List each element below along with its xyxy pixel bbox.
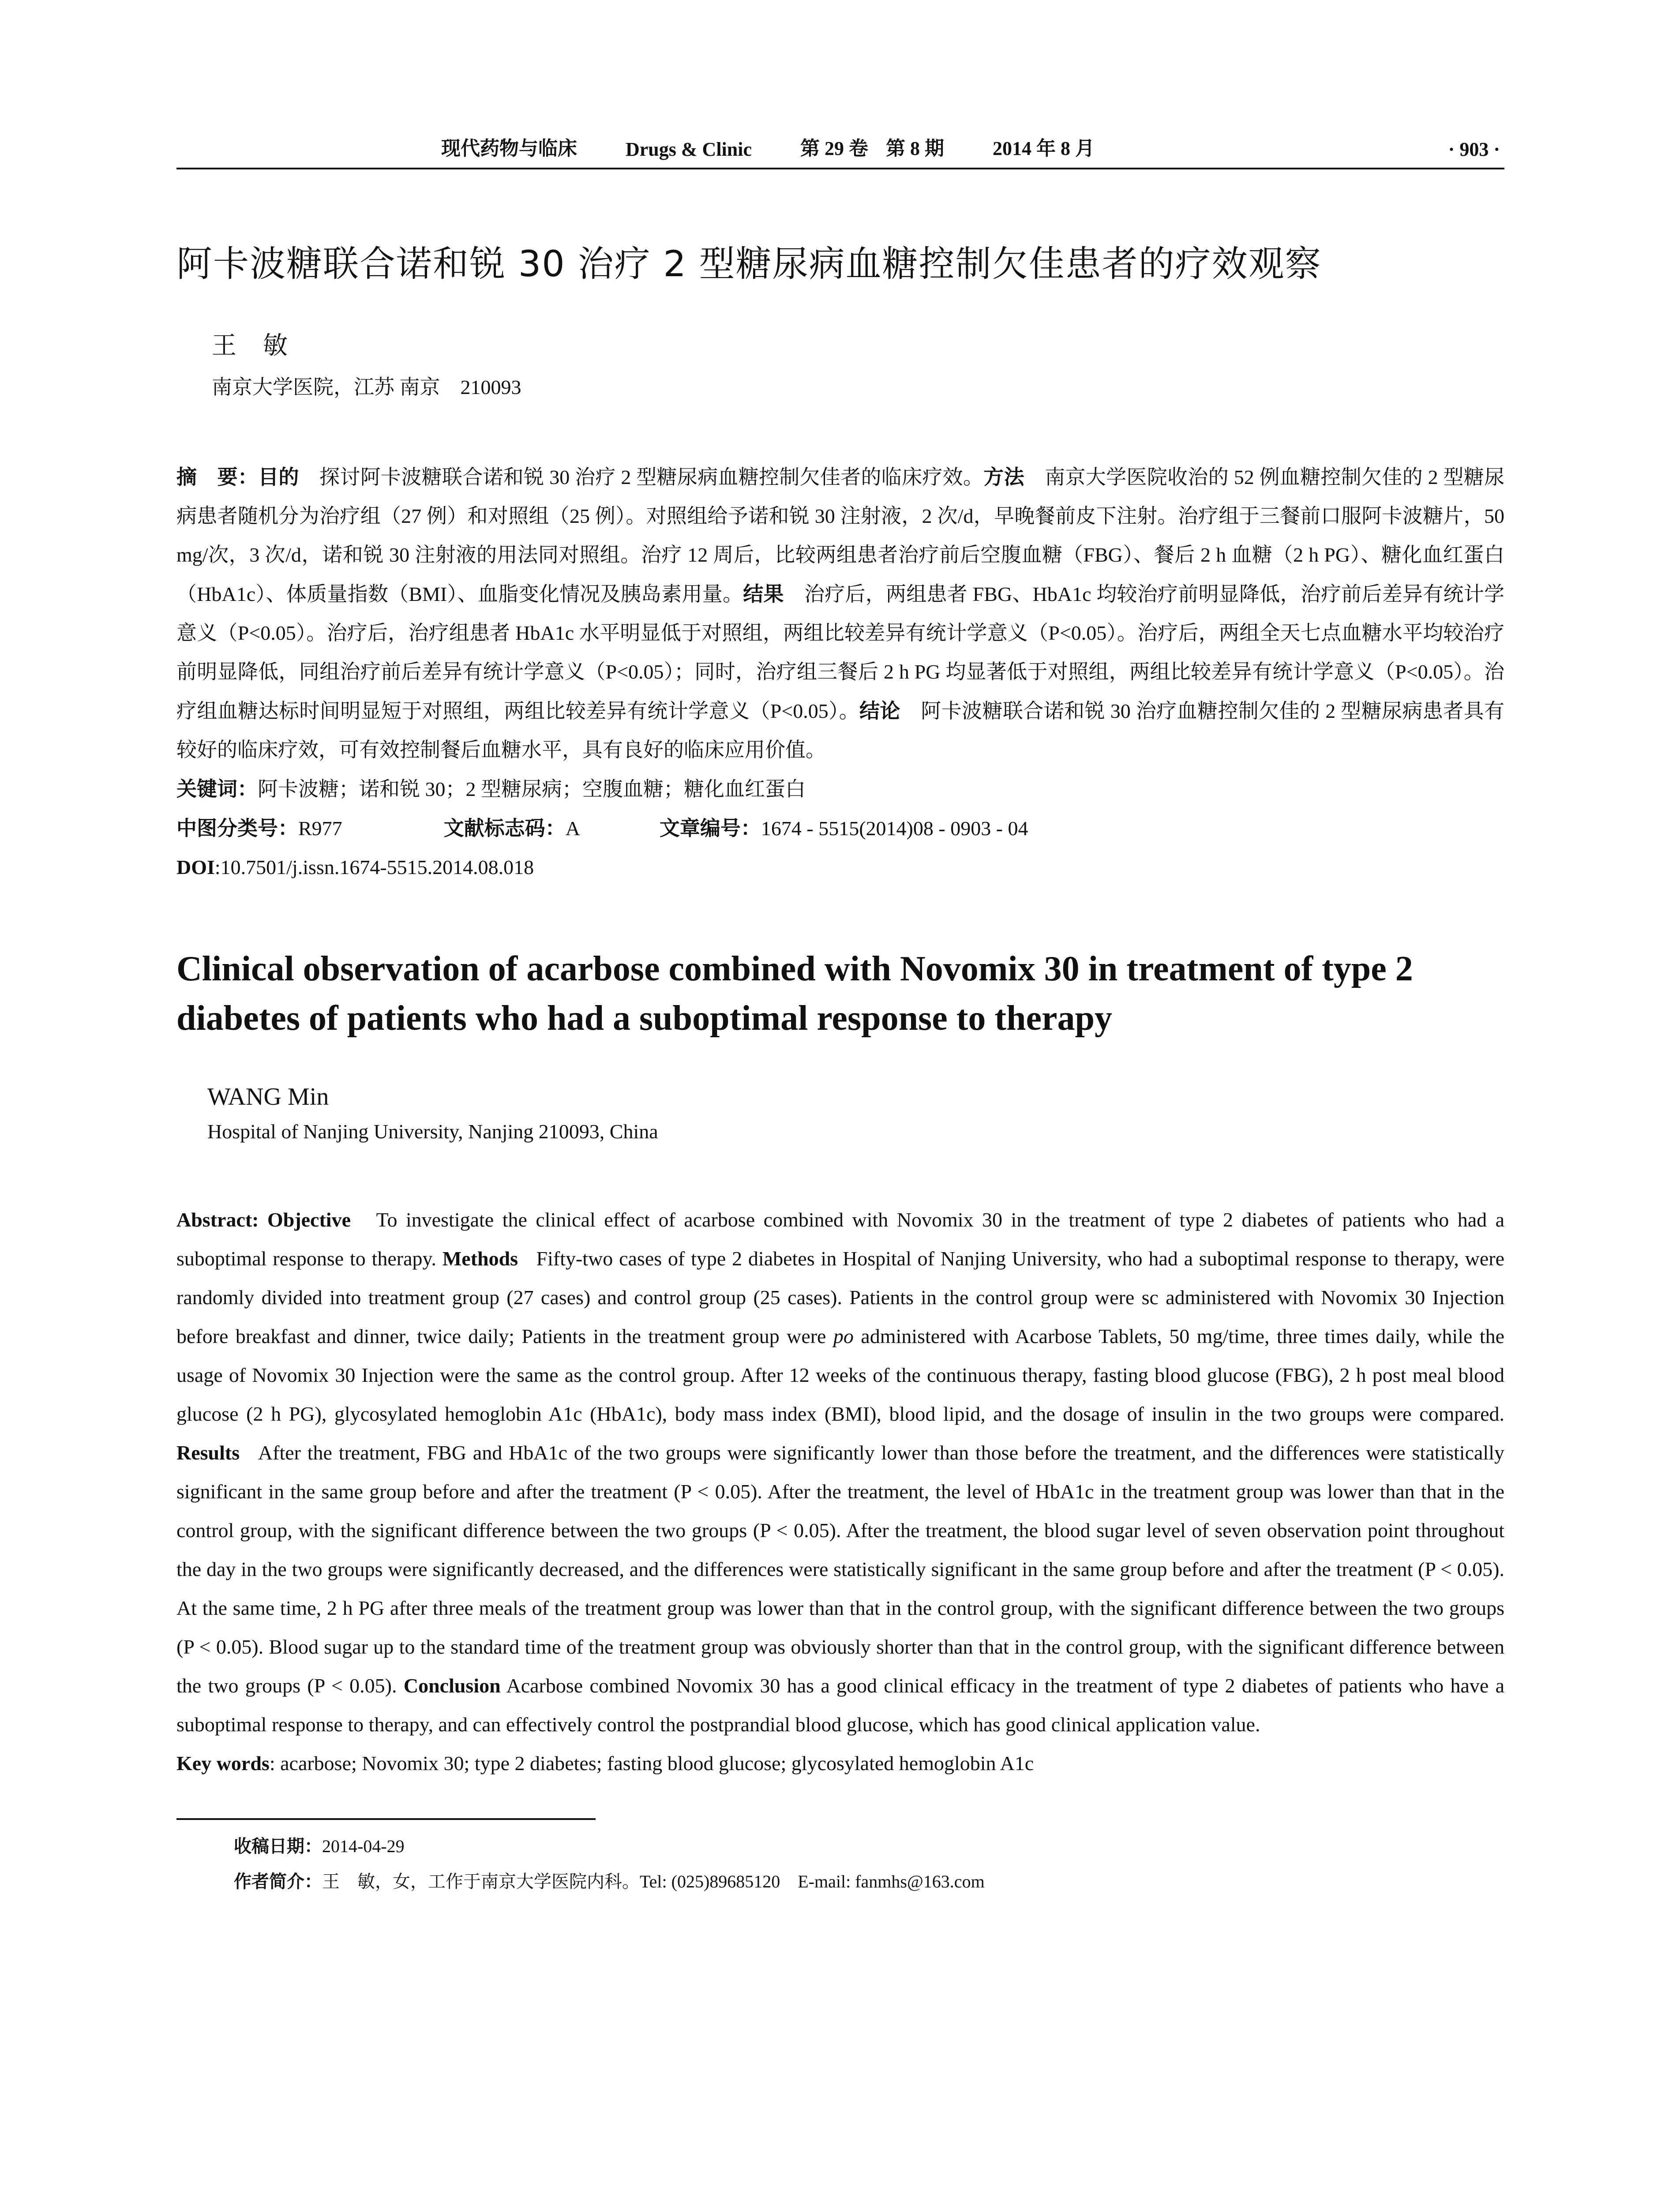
abstract-cn-label: 摘 要： xyxy=(176,465,259,489)
issue-date: 2014 年 8 月 xyxy=(993,138,1095,159)
results-label-en: Results xyxy=(176,1441,240,1464)
article-number-label: 文章编号： xyxy=(659,816,761,840)
journal-name-cn: 现代药物与临床 xyxy=(441,138,577,159)
doc-code-label: 文献标志码： xyxy=(443,816,566,840)
doi-line xyxy=(176,848,1504,887)
article-number-value: 1674 - 5515(2014)08 - 0903 - 04 xyxy=(761,817,1028,840)
keywords-cn-label: 关键词： xyxy=(176,777,258,801)
methods-en-po: po xyxy=(833,1325,854,1347)
methods-en-part2: administered with Acarbose Tablets, 50 mg/time, three times daily, while the usage of Novomix 30 Injection were the same as the control group. After 12 weeks of the continuous therapy, fasting blood glucose (FBG), 2 h post meal blood glucose (2 h PG), glycosylated hemoglobin A1c (HbA1c), body mass index (BMI), blood lipid, and the dosage of insulin in the two groups were compared. xyxy=(176,1325,1504,1425)
keywords-en xyxy=(176,1744,1504,1783)
objective-en: To investigate the clinical effect of acarbose combined with Novomix 30 in the treatment of type 2 diabetes of patients who had a suboptimal response to therapy. xyxy=(176,1208,1505,1270)
bio-label: 作者简介： xyxy=(234,1872,322,1892)
issue: 第 8 期 xyxy=(886,138,944,159)
footnote xyxy=(234,1829,1504,1899)
author-bio: 王 敏，女，工作于南京大学医院内科。Tel: (025)89685120 E-mail: fanmhs@163.com xyxy=(322,1872,985,1891)
title-cn: 阿卡波糖联合诺和锐 30 治疗 2 型糖尿病血糖控制欠佳患者的疗效观察 xyxy=(176,244,1322,285)
objective-label-cn: 目的 xyxy=(258,465,299,489)
keywords-cn-text: 阿卡波糖；诺和锐 30；2 型糖尿病；空腹血糖；糖化血红蛋白 xyxy=(258,778,806,800)
classification-line xyxy=(176,809,1504,848)
keywords-en-text: : acarbose; Novomix 30; type 2 diabetes; fasting blood glucose; glycosylated hemoglobin A1c xyxy=(269,1752,1034,1775)
clc-value: R977 xyxy=(298,817,342,840)
conclusion-label-cn: 结论 xyxy=(859,699,900,723)
methods-label-en: Methods xyxy=(442,1247,518,1270)
doi-label: DOI xyxy=(176,856,215,878)
received-date-line xyxy=(234,1829,1504,1864)
conclusion-label-en: Conclusion xyxy=(403,1674,501,1697)
methods-en-part1: Fifty-two cases of type 2 diabetes in Hospital of Nanjing University, who had a suboptimal response to therapy, were randomly divided into treatment group (27 cases) and control group (25 cases). Patients in the control group were sc administered with Novomix 30 Injection before breakfast and dinner, twice daily; Patients in the treatment group were xyxy=(176,1247,1505,1347)
abstract-en xyxy=(176,1201,1504,1744)
affiliation-cn: 南京大学医院，江苏 南京 210093 xyxy=(212,376,521,398)
doi-link[interactable]: :10.7501/j.issn.1674-5515.2014.08.018 xyxy=(214,856,534,878)
footnote-rule xyxy=(176,1818,596,1820)
author-en: WANG Min xyxy=(207,1083,329,1111)
author-cn: 王敏 xyxy=(212,332,314,360)
received-label: 收稿日期： xyxy=(234,1836,322,1857)
affiliation-en: Hospital of Nanjing University, Nanjing 210093, China xyxy=(207,1120,658,1143)
received-date: 2014-04-29 xyxy=(322,1836,405,1856)
results-label-cn: 结果 xyxy=(743,582,784,606)
conclusion-cn: 阿卡波糖联合诺和锐 30 治疗血糖控制欠佳的 2 型糖尿病患者具有较好的临床疗效，可有效控制餐后血糖水平，具有良好的临床应用价值。 xyxy=(176,700,1505,761)
keywords-cn xyxy=(176,769,1504,809)
volume: 第 29 卷 xyxy=(800,138,868,159)
title-en: Clinical observation of acarbose combined with Novomix 30 in treatment of type 2 diabetes of patients who had a suboptimal response to therapy xyxy=(176,949,1413,1038)
journal-name-en: Drugs & Clinic xyxy=(626,139,752,160)
abstract-cn xyxy=(176,458,1504,769)
conclusion-en: Acarbose combined Novomix 30 has a good clinical efficacy in the treatment of type 2 diabetes of patients who have a suboptimal response to therapy, and can effectively control the postprandial blood glucose, which has good clinical application value. xyxy=(176,1674,1505,1736)
abstract-en-label: Abstract: Objective xyxy=(176,1208,351,1231)
running-header xyxy=(176,132,1504,169)
objective-cn: 探讨阿卡波糖联合诺和锐 30 治疗 2 型糖尿病血糖控制欠佳者的临床疗效。 xyxy=(319,466,984,488)
doc-code-value: A xyxy=(565,817,580,840)
methods-label-cn: 方法 xyxy=(983,465,1024,489)
methods-cn: 南京大学医院收治的 52 例血糖控制欠佳的 2 型糖尿病患者随机分为治疗组（27 例）和对照组（25 例）。对照组给予诺和锐 30 注射液，2 次/d，早晚餐前皮下注射。治疗组于三餐前口服阿卡波糖片，50 mg/次，3 次/d，诺和锐 30 注射液的用法同对照组。治疗 12 周后，比较两组患者治疗前后空腹血糖（FBG）、餐后 2 h 血糖（2 h PG）、糖化血红蛋白（HbA1c）、体质量指数（BMI）、血脂变化情况及胰岛素用量。 xyxy=(176,466,1505,605)
page-number: · 903 · xyxy=(1448,139,1500,160)
keywords-en-label: Key words xyxy=(176,1752,270,1775)
results-en: After the treatment, FBG and HbA1c of the two groups were significantly lower than those before the treatment, and the differences were statistically significant in the same group before and after the treatment (P < 0.05). After the treatment, the level of HbA1c in the treatment group was lower than that in the control group, with the significant difference between the two groups (P < 0.05). After the treatment, the blood sugar level of seven observation point throughout the day in the two groups were significantly decreased, and the differences were statistically significant in the same group before and after the treatment (P < 0.05). At the same time, 2 h PG after three meals of the treatment group was lower than that in the control group, with the significant difference between the two groups (P < 0.05). Blood sugar up to the standard time of the treatment group was obviously shorter than that in the control group, with the significant difference between the two groups (P < 0.05). xyxy=(176,1441,1504,1697)
results-cn: 治疗后，两组患者 FBG、HbA1c 均较治疗前明显降低，治疗前后差异有统计学意义（P<0.05）。治疗后，治疗组患者 HbA1c 水平明显低于对照组，两组比较差异有统计学意义（P<0.05）。治疗后，两组全天七点血糖水平均较治疗前明显降低，同组治疗前后差异有统计学意义（P<0.05）；同时，治疗组三餐后 2 h PG 均显著低于对照组，两组比较差异有统计学意义（P<0.05）。治疗组血糖达标时间明显短于对照组，两组比较差异有统计学意义（P<0.05）。 xyxy=(176,583,1505,722)
paper-page xyxy=(176,132,1504,1899)
author-bio-line xyxy=(234,1864,1504,1899)
clc-label: 中图分类号： xyxy=(176,816,298,840)
